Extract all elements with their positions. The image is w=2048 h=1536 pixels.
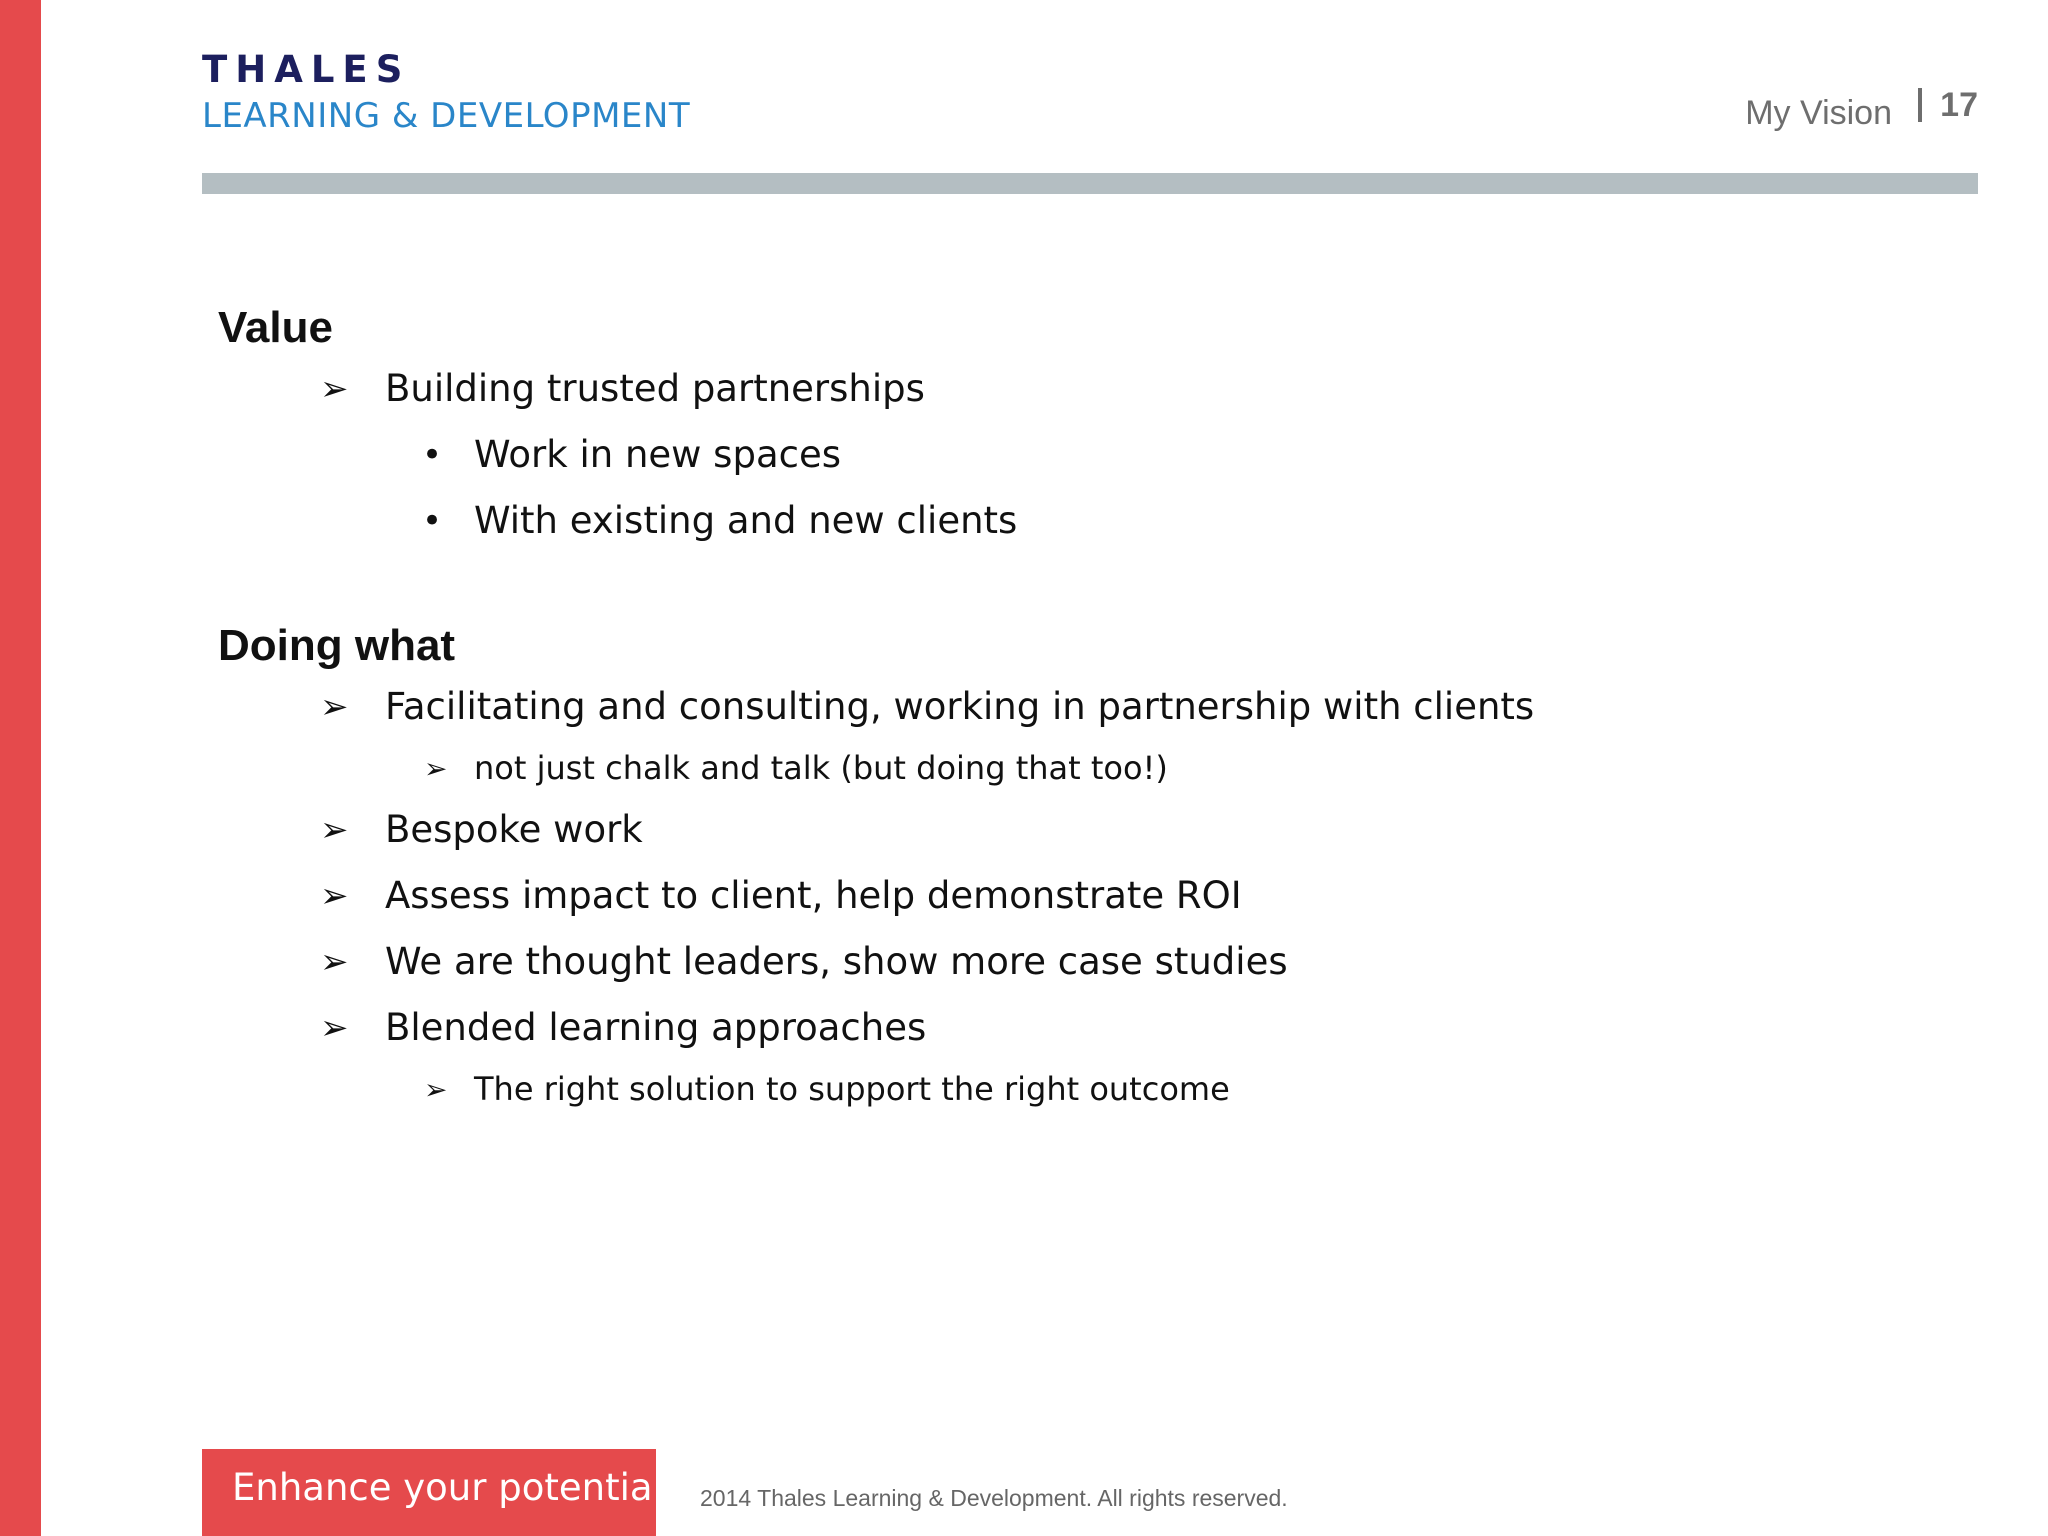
list-item-text: Building trusted partnerships <box>385 367 925 410</box>
list-item-text: Facilitating and consulting, working in partnership with clients <box>385 685 1535 728</box>
arrow-bullet-icon: ➢ <box>320 1008 349 1048</box>
thales-logo <box>202 50 690 136</box>
list-item-text: Work in new spaces <box>474 433 842 476</box>
dot-bullet-icon: • <box>422 435 443 475</box>
left-accent-bar <box>0 0 41 1536</box>
list-item <box>218 929 1918 995</box>
tagline-text: Enhance your potential <box>232 1466 663 1509</box>
header-rule <box>202 173 1978 194</box>
list-item <box>218 422 1918 488</box>
arrow-bullet-icon: ➢ <box>320 810 349 850</box>
arrow-bullet-icon: ➢ <box>320 876 349 916</box>
heading-doing-what: Doing what <box>218 621 456 670</box>
list-item <box>218 995 1918 1061</box>
arrow-bullet-icon: ➢ <box>424 752 448 785</box>
arrow-bullet-icon: ➢ <box>320 687 349 727</box>
list-item <box>218 488 1918 554</box>
list-item <box>218 863 1918 929</box>
list-item <box>218 1061 1918 1118</box>
logo-wordmark: THALES <box>202 48 411 91</box>
dot-bullet-icon: • <box>422 501 443 541</box>
list-item-text: With existing and new clients <box>474 499 1018 542</box>
list-item-text: Blended learning approaches <box>385 1006 927 1049</box>
list-item-text: The right solution to support the right outcome <box>474 1070 1230 1108</box>
list-item <box>218 740 1918 797</box>
copyright-notice: 2014 Thales Learning & Development. All rights reserved. <box>700 1485 1288 1511</box>
list-item-text: We are thought leaders, show more case studies <box>385 940 1288 983</box>
list-item <box>218 797 1918 863</box>
list-item-text: Bespoke work <box>385 808 643 851</box>
section-title: My Vision <box>1745 94 1892 132</box>
slide-content <box>218 300 1918 1118</box>
section-spacer <box>218 554 1918 618</box>
list-item-text: not just chalk and talk (but doing that too!) <box>474 749 1168 787</box>
logo-subtitle: LEARNING & DEVELOPMENT <box>202 96 691 136</box>
page-number: 17 <box>1940 86 1978 124</box>
list-item <box>218 674 1918 740</box>
arrow-bullet-icon: ➢ <box>320 942 349 982</box>
arrow-bullet-icon: ➢ <box>424 1073 448 1106</box>
header-separator <box>1918 88 1922 122</box>
heading-value: Value <box>218 303 333 352</box>
arrow-bullet-icon: ➢ <box>320 369 349 409</box>
list-item <box>218 356 1918 422</box>
list-item-text: Assess impact to client, help demonstrate ROI <box>385 874 1242 917</box>
